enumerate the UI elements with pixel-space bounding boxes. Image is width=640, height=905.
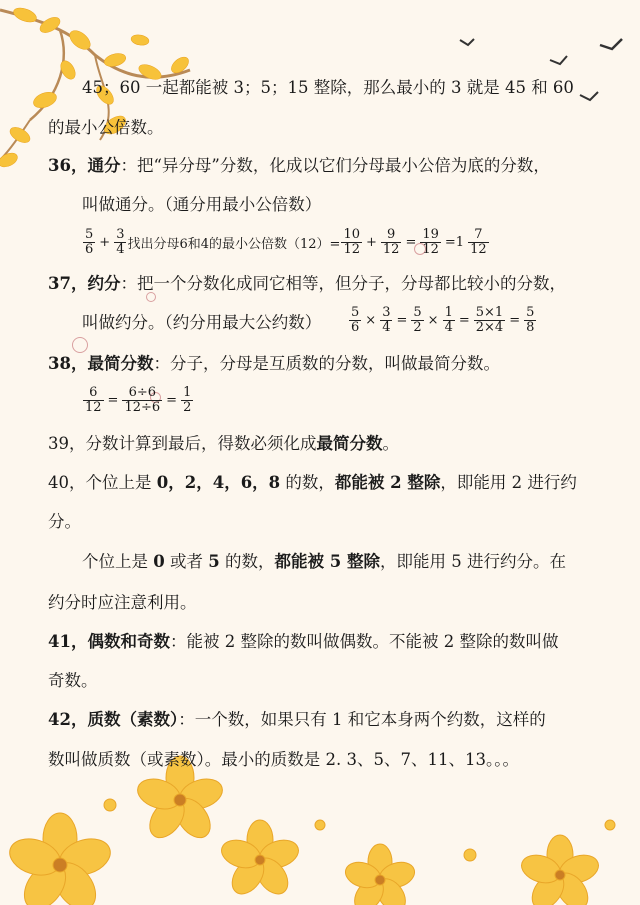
item-41: 41，偶数和奇数：能被 2 整除的数叫做偶数。不能被 2 整除的数叫做 (48, 632, 559, 651)
math-38: $\frac{6}{12}$ = $\frac{6\div 6}{12\div 6}$ = $\frac{1}{2}$ (85, 385, 192, 415)
text-line: 叫做通分。（通分用最小公倍数） (82, 195, 322, 214)
fraction: $\frac{3}{4}$ (382, 305, 391, 335)
item-42: 42，质数（素数）：一个数，如果只有 1 和它本身两个约数，这样的 (48, 710, 546, 729)
fraction: $\frac{5}{8}$ (526, 305, 535, 335)
text-line: 分。 (48, 512, 81, 531)
text-line: 45；60 一起都能被 3；5；15 整除，那么最小的 3 就是 45 和 60 (82, 78, 574, 97)
text-line: 的最小公倍数。 (48, 118, 164, 137)
item-36: 36，通分：把“异分母”分数，化成以它们分母最小公倍为底的分数， (48, 156, 550, 175)
item-38: 38，最简分数：分子，分母是互质数的分数，叫做最简分数。 (48, 354, 500, 373)
fraction: $\frac{6\div 6}{12\div 6}$ (124, 385, 161, 415)
text-line: 叫做约分。（约分用最大公约数） (82, 313, 322, 332)
fraction: $\frac{5}{6}$ (351, 305, 360, 335)
fraction: $\frac{1}{4}$ (444, 305, 453, 335)
fraction: $\frac{3}{4}$ (116, 227, 125, 257)
text-line: 约分时应注意利用。 (48, 593, 197, 612)
item-39: 39，分数计算到最后，得数必须化成最简分数。 (48, 434, 399, 453)
fraction: $\frac{5}{2}$ (413, 305, 422, 335)
fraction: $\frac{19}{12}$ (422, 227, 439, 257)
item-40: 40，个位上是 0，2，4，6，8 的数，都能被 2 整除，即能用 2 进行约 (48, 473, 577, 492)
text-line: 奇数。 (48, 671, 98, 690)
fraction: $\frac{10}{12}$ (343, 227, 360, 257)
math-37: $\frac{5}{6}$ × $\frac{3}{4}$ = $\frac{5}{2}$ × $\frac{1}{4}$ = $\frac{5\times 1}{2\times 4}$ = $\frac{5}{8}$ (351, 305, 535, 335)
fraction: $\frac{1}{2}$ (183, 385, 192, 415)
item-37: 37，约分：把一个分数化成同它相等，但分子，分母都比较小的分数， (48, 274, 566, 293)
text-line: 数叫做质数（或素数）。最小的质数是 2. 3、5、7、11、13。。。 (48, 750, 519, 769)
fraction: $\frac{5\times 1}{2\times 4}$ (475, 305, 504, 335)
item-40b: 个位上是 0 或者 5 的数，都能被 5 整除，即能用 5 进行约分。在 (82, 552, 566, 571)
fraction: $\frac{6}{12}$ (85, 385, 102, 415)
fraction: $\frac{5}{6}$ (85, 227, 94, 257)
fraction: $\frac{9}{12}$ (382, 227, 400, 257)
fraction: $\frac{7}{12}$ (470, 227, 487, 257)
decor-circle (72, 337, 88, 353)
birds-icon (450, 20, 640, 130)
math-36: $\frac{5}{6}$ + $\frac{3}{4}$ 找出分母6和4的最小公倍数（12）= $\frac{10}{12}$ + $\frac{9}{12}$ = $\frac{19}{12}$ =1 $\frac{7}{12}$ (85, 227, 487, 257)
